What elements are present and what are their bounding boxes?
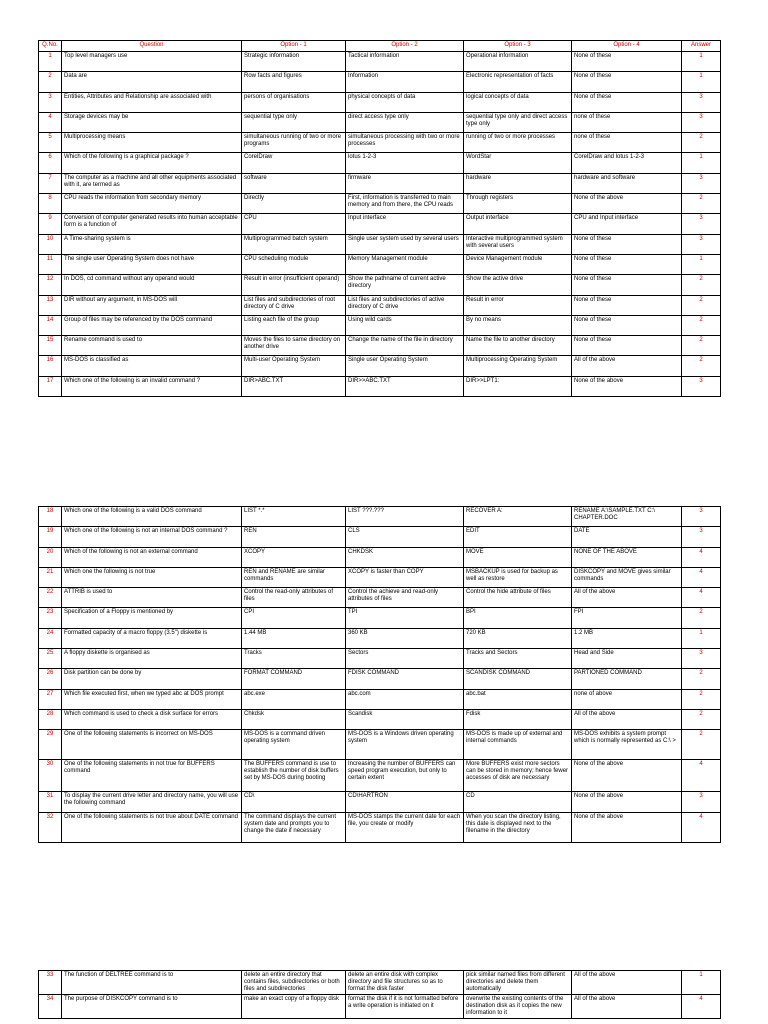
answer: 2 [682,709,721,729]
option-3: Through registers [464,194,572,214]
option-4: All of the above [572,588,682,608]
option-2: firmware [346,173,464,193]
table-row [39,760,721,792]
option-1: Moves the files to same directory on another drive [242,336,346,356]
option-1: CorelDraw [242,153,346,173]
option-1: MS-DOS is a command driven operating system [242,730,346,760]
option-1: Multiprogrammed batch system [242,234,346,254]
question-number: 26 [39,669,62,689]
question-number: 27 [39,689,62,709]
option-3: DIR>>LPT1: [464,376,572,396]
question-number: 4 [39,112,62,132]
option-4: None of these [572,72,682,92]
question-text: Specification of a Floppy is mentioned by [62,608,242,628]
answer: 1 [682,52,721,72]
answer: 1 [682,628,721,648]
option-2: Memory Management module [346,254,464,274]
question-number: 6 [39,153,62,173]
option-4: None of these [572,92,682,112]
question-text: DIR without any argument, in MS-DOS will [62,295,242,315]
option-4: 1.2 MB [572,628,682,648]
header-option-3: Option - 3 [464,41,572,52]
question-text: Which of the following is a graphical package ? [62,153,242,173]
question-text: Top level managers use [62,52,242,72]
question-number: 25 [39,649,62,669]
question-number: 16 [39,356,62,376]
table-row [39,628,721,648]
option-4: NONE OF THE ABOVE [572,547,682,567]
header-question: Question [62,41,242,52]
question-number: 7 [39,173,62,193]
question-number: 24 [39,628,62,648]
question-table-3 [38,970,721,1019]
option-1: 1.44 MB [242,628,346,648]
table-row [39,588,721,608]
answer: 2 [682,356,721,376]
option-3: When you scan the directory listing, this date is displayed next to the filename in the directory [464,812,572,842]
option-3: EDIT [464,527,572,547]
option-3: Electronic representation of facts [464,72,572,92]
question-number: 29 [39,730,62,760]
option-1: Row facts and figures [242,72,346,92]
option-2: physical concepts of data [346,92,464,112]
table-row [39,709,721,729]
option-3: MOVE [464,547,572,567]
answer: 3 [682,649,721,669]
option-1: LIST *.* [242,507,346,527]
option-3: MSBACKUP is used for backup as well as restore [464,567,572,587]
question-text: Disk partition can be done by [62,669,242,689]
header-option-1: Option - 1 [242,41,346,52]
option-2: TPI [346,608,464,628]
option-2: direct access type only [346,112,464,132]
option-4: None of the above [572,194,682,214]
table-row [39,608,721,628]
answer: 4 [682,588,721,608]
answer: 2 [682,275,721,295]
option-4: None of these [572,315,682,335]
answer: 3 [682,214,721,234]
option-3: Result in error [464,295,572,315]
question-number: 22 [39,588,62,608]
question-table-1 [38,40,721,397]
question-text: Storage devices may be [62,112,242,132]
option-3: WordStar [464,153,572,173]
table-row [39,547,721,567]
question-text: The function of DELTREE command is to [62,971,242,995]
option-4: MS-DOS exhibits a system prompt which is normally represented as C:\ > [572,730,682,760]
option-1: Multi-user Operating System [242,356,346,376]
question-number: 9 [39,214,62,234]
answer: 3 [682,792,721,812]
question-text: Which one of the following is not an internal DOS command ? [62,527,242,547]
table-row [39,214,721,234]
option-2: DIR>>ABC.TXT [346,376,464,396]
answer: 4 [682,567,721,587]
option-2: List files and subdirectories of active directory of C drive [346,295,464,315]
option-1: CPU [242,214,346,234]
answer: 2 [682,315,721,335]
option-1: sequential type only [242,112,346,132]
question-number: 31 [39,792,62,812]
question-text: Formatted capacity of a macro floppy (3.5") diskette is [62,628,242,648]
answer: 3 [682,112,721,132]
option-1: abc.exe [242,689,346,709]
header-row [39,41,721,52]
question-text: The purpose of DISKCOPY command is to [62,995,242,1019]
option-2: XCOPY is faster than COPY [346,567,464,587]
option-4: All of the above [572,995,682,1019]
option-3: sequential type only and direct access type only [464,112,572,132]
question-text: The computer as a machine and all other equipments associated with it, are termed as [62,173,242,193]
option-1: Directly [242,194,346,214]
option-1: The BUFFERS command is use to establish the number of disk buffers set by MS-DOS during booting [242,760,346,792]
question-number: 20 [39,547,62,567]
option-1: CPU scheduling module [242,254,346,274]
option-4: CorelDraw and lotus 1-2-3 [572,153,682,173]
option-1: FORMAT COMMAND [242,669,346,689]
option-2: Scandisk [346,709,464,729]
question-text: Which file executed first, when we typed abc at DOS prompt [62,689,242,709]
question-number: 18 [39,507,62,527]
question-number: 3 [39,92,62,112]
question-text: Which of the following is not an external command [62,547,242,567]
question-text: The single user Operating System does not have [62,254,242,274]
option-2: delete an entire disk with complex directory and file structures so as to format the disk faster [346,971,464,995]
answer: 3 [682,507,721,527]
header-qno: Q.No. [39,41,62,52]
option-3: Fdisk [464,709,572,729]
option-2: CD\HARTRON [346,792,464,812]
question-number: 2 [39,72,62,92]
question-table-2 [38,506,721,843]
option-4: None of the above [572,792,682,812]
option-3: Device Management module [464,254,572,274]
option-1: CD\ [242,792,346,812]
question-number: 14 [39,315,62,335]
option-3: Multiprocessing Operating System [464,356,572,376]
option-2: FDISK COMMAND [346,669,464,689]
option-3: RECOVER A: [464,507,572,527]
option-3: By no means [464,315,572,335]
option-4: Head and Side [572,649,682,669]
option-2: Tactical information [346,52,464,72]
table-row [39,275,721,295]
answer: 1 [682,72,721,92]
option-3: Output interface [464,214,572,234]
table-row [39,507,721,527]
option-4: None of these [572,336,682,356]
answer: 3 [682,527,721,547]
option-2: Change the name of the file in directory [346,336,464,356]
question-text: ATTRIB is used to [62,588,242,608]
question-number: 8 [39,194,62,214]
question-number: 11 [39,254,62,274]
option-1: delete an entire directory that contains files, subdirectories or both files and subdirectories [242,971,346,995]
option-2: Using wild cards [346,315,464,335]
option-3: BPI [464,608,572,628]
question-text: Which one the following is not true [62,567,242,587]
answer: 4 [682,760,721,792]
question-number: 12 [39,275,62,295]
question-text: To display the current drive letter and directory name, you will use the following command [62,792,242,812]
option-3: overwrite the existing contents of the destination disk as it copies the new information to it [464,995,572,1019]
answer: 4 [682,812,721,842]
option-1: Chkdsk [242,709,346,729]
table-row [39,567,721,587]
option-4: None of these [572,254,682,274]
option-2: Input interface [346,214,464,234]
table-row [39,315,721,335]
option-2: Increasing the number of BUFFERS can speed program execution, but only to certain extent [346,760,464,792]
question-text: One of the following statements in not true for BUFFERS command [62,760,242,792]
option-4: None of these [572,234,682,254]
table-row [39,971,721,995]
option-3: running of two or more processes [464,133,572,153]
table-row [39,527,721,547]
table-row [39,792,721,812]
question-number: 30 [39,760,62,792]
question-text: One of the following statements is not true about DATE command [62,812,242,842]
option-1: REN and RENAME are similar commands [242,567,346,587]
table-row [39,689,721,709]
option-1: make an exact copy of a floppy disk [242,995,346,1019]
option-1: XCOPY [242,547,346,567]
answer: 3 [682,376,721,396]
header-option-2: Option - 2 [346,41,464,52]
answer: 2 [682,133,721,153]
option-1: List files and subdirectories of root directory of C drive [242,295,346,315]
question-number: 17 [39,376,62,396]
question-text: A Time-sharing system is [62,234,242,254]
option-4: FPI [572,608,682,628]
option-3: Tracks and Sectors [464,649,572,669]
option-3: 720 KB [464,628,572,648]
question-text: Data are [62,72,242,92]
option-2: format the disk if it is not formatted before a write operation is initiated on it [346,995,464,1019]
option-3: CD [464,792,572,812]
question-text: A floppy diskette is organised as [62,649,242,669]
table-row [39,649,721,669]
option-2: 360 KB [346,628,464,648]
answer: 2 [682,730,721,760]
table-row [39,133,721,153]
table-row [39,72,721,92]
option-3: Interactive multiprogrammed system with several users [464,234,572,254]
option-4: none of above [572,689,682,709]
option-1: REN [242,527,346,547]
option-2: simultaneous processing with two or more processes [346,133,464,153]
option-1: DIR>ABC.TXT [242,376,346,396]
table-row [39,356,721,376]
option-4: All of the above [572,709,682,729]
option-4: RENAME A:\SAMPLE.TXT C:\ CHAPTER.DOC [572,507,682,527]
answer: 4 [682,547,721,567]
option-3: abc.bat [464,689,572,709]
option-1: simultaneous running of two or more programs [242,133,346,153]
question-number: 28 [39,709,62,729]
option-2: CHKDSK [346,547,464,567]
question-text: Group of files may be referenced by the DOS command [62,315,242,335]
table-row [39,112,721,132]
answer: 2 [682,295,721,315]
option-4: DATE [572,527,682,547]
option-3: Name the file to another directory [464,336,572,356]
option-4: None of the above [572,812,682,842]
table-row [39,234,721,254]
option-4: none of these [572,112,682,132]
option-2: abc.com [346,689,464,709]
question-number: 19 [39,527,62,547]
option-3: SCANDISK COMMAND [464,669,572,689]
option-4: None of these [572,275,682,295]
option-3: hardware [464,173,572,193]
option-2: Information [346,72,464,92]
table-row [39,153,721,173]
header-option-4: Option - 4 [572,41,682,52]
option-4: All of the above [572,971,682,995]
question-text: MS-DOS is classified as [62,356,242,376]
answer: 4 [682,995,721,1019]
option-1: Control the read-only attributes of files [242,588,346,608]
answer: 3 [682,234,721,254]
option-2: Sectors [346,649,464,669]
option-2: CLS [346,527,464,547]
question-text: Which one of the following is an invalid command ? [62,376,242,396]
option-4: DISKCOPY and MOVE gives similar commands [572,567,682,587]
header-answer: Answer [682,41,721,52]
answer: 1 [682,153,721,173]
option-2: lotus 1-2-3 [346,153,464,173]
option-4: PARTIONED COMMAND [572,669,682,689]
option-2: First, information is transferred to main memory and from there, the CPU reads [346,194,464,214]
option-4: none of these [572,133,682,153]
option-1: The command displays the current system date and prompts you to change the date if necessary [242,812,346,842]
answer: 2 [682,689,721,709]
option-4: None of the above [572,376,682,396]
question-number: 34 [39,995,62,1019]
question-text: Conversion of computer generated results into human acceptable form is a function of [62,214,242,234]
question-number: 32 [39,812,62,842]
answer: 2 [682,669,721,689]
question-text: CPU reads the information from secondary memory [62,194,242,214]
option-1: Strategic information [242,52,346,72]
option-2: Single user Operating System [346,356,464,376]
table-row [39,812,721,842]
option-4: None of these [572,52,682,72]
answer: 3 [682,92,721,112]
option-3: MS-DOS is made up of external and internal commands [464,730,572,760]
table-row [39,52,721,72]
option-4: None of these [572,295,682,315]
table-row [39,194,721,214]
answer: 2 [682,194,721,214]
question-text: One of the following statements is incorrect on MS-DOS [62,730,242,760]
option-2: Single user system used by several users [346,234,464,254]
question-text: In DOS, cd command without any operand would [62,275,242,295]
option-1: persons of organisations [242,92,346,112]
option-2: MS-DOS is a Windows driven operating system [346,730,464,760]
question-number: 23 [39,608,62,628]
question-number: 5 [39,133,62,153]
answer: 1 [682,971,721,995]
option-3: Control the hide attribute of files [464,588,572,608]
table-row [39,730,721,760]
option-3: Show the active drive [464,275,572,295]
option-2: Show the pathname of current active directory [346,275,464,295]
option-1: software [242,173,346,193]
option-1: Tracks [242,649,346,669]
table-row [39,669,721,689]
question-text: Which one of the following is a valid DOS command [62,507,242,527]
option-2: LIST ???.??? [346,507,464,527]
table-row [39,336,721,356]
option-4: hardware and software [572,173,682,193]
table-row [39,173,721,193]
question-text: Multiprocessing means [62,133,242,153]
option-4: CPU and Input interface [572,214,682,234]
question-text: Rename command is used to [62,336,242,356]
question-text: Entities, Attributes and Relationship are associated with [62,92,242,112]
question-number: 10 [39,234,62,254]
question-number: 13 [39,295,62,315]
table-row [39,92,721,112]
question-number: 1 [39,52,62,72]
answer: 2 [682,336,721,356]
question-number: 15 [39,336,62,356]
option-1: CPI [242,608,346,628]
table-row [39,295,721,315]
option-4: All of the above [572,356,682,376]
option-3: Operational information [464,52,572,72]
answer: 2 [682,608,721,628]
option-3: pick similar named files from different directories and delete them automatically [464,971,572,995]
table-row [39,995,721,1019]
option-2: Control the achieve and read-only attributes of files [346,588,464,608]
option-4: None of the above [572,760,682,792]
table-row [39,376,721,396]
answer: 1 [682,254,721,274]
question-number: 33 [39,971,62,995]
option-3: More BUFFERS exist more sectors can be stored in memory; hence fewer accesses of disk are necessary [464,760,572,792]
question-number: 21 [39,567,62,587]
option-3: logical concepts of data [464,92,572,112]
answer: 3 [682,173,721,193]
option-2: MS-DOS stamps the current date for each file, you create or modify [346,812,464,842]
question-text: Which command is used to check a disk surface for errors [62,709,242,729]
option-1: Result in error (insufficient operand) [242,275,346,295]
table-row [39,254,721,274]
option-1: Listing each file of the group [242,315,346,335]
